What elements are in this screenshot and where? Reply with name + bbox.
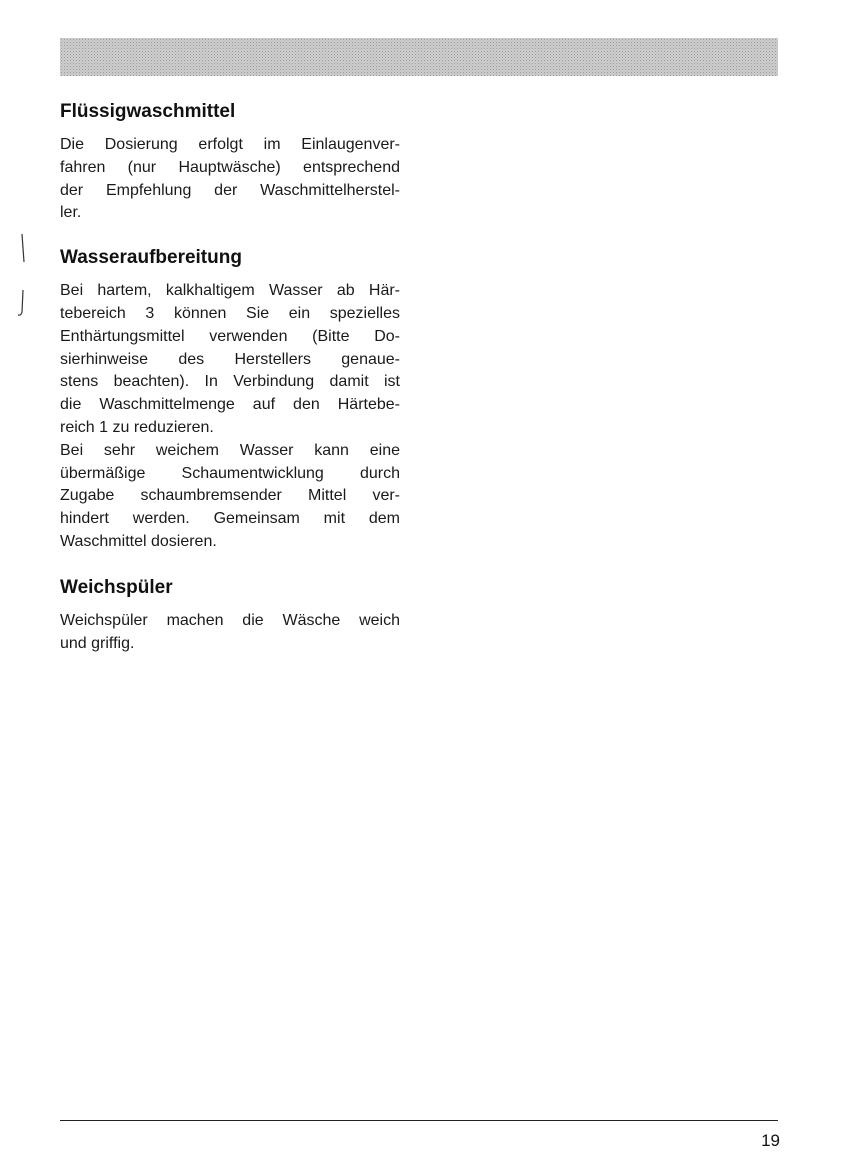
text-line: Bei sehr weichem Wasser kann eine <box>60 441 400 459</box>
text-line: sierhinweise des Herstellers genaue- <box>60 350 400 368</box>
section-heading: Flüssigwaschmittel <box>60 101 236 122</box>
text-line: Weichspüler machen die Wäsche weich <box>60 611 400 629</box>
text-line: Die Dosierung erfolgt im Einlaugenver- <box>60 136 400 153</box>
text-line: Waschmittel dosieren. <box>60 532 217 550</box>
margin-pencil-marks <box>8 232 38 322</box>
text-line: Zugabe schaumbremsender Mittel ver- <box>60 487 400 505</box>
section-paragraph <box>60 280 400 554</box>
main-content <box>60 100 400 655</box>
text-line: Enthärtungsmittel verwenden (Bitte Do- <box>60 327 400 345</box>
text-line: und griffig. <box>60 634 135 652</box>
section-wasseraufbereitung <box>60 246 400 554</box>
text-line: der Empfehlung der Waschmittelherstel- <box>60 181 400 199</box>
text-line: reich 1 zu reduzieren. <box>60 418 214 436</box>
section-weichspueler <box>60 576 400 656</box>
text-line: ler. <box>60 204 82 222</box>
section-paragraph <box>60 134 400 225</box>
page-number: 19 <box>761 1131 780 1150</box>
header-pattern-bar <box>60 38 778 76</box>
footer-divider <box>60 1120 778 1121</box>
text-line: die Waschmittelmenge auf den Härtebe- <box>60 396 400 414</box>
section-heading: Wasseraufbereitung <box>60 247 242 269</box>
text-line: hindert werden. Gemeinsam mit dem <box>60 510 400 528</box>
section-fluessigwaschmittel <box>60 100 400 225</box>
text-line: Bei hartem, kalkhaltigem Wasser ab Här- <box>60 282 400 300</box>
text-line: stens beachten). In Verbindung damit ist <box>60 373 400 391</box>
section-heading: Weichspüler <box>60 576 173 598</box>
text-line: übermäßige Schaumentwicklung durch <box>60 464 400 482</box>
section-paragraph <box>60 610 400 656</box>
text-line: tebereich 3 können Sie ein spezielles <box>60 304 400 322</box>
text-line: fahren (nur Hauptwäsche) entsprechend <box>60 158 400 176</box>
